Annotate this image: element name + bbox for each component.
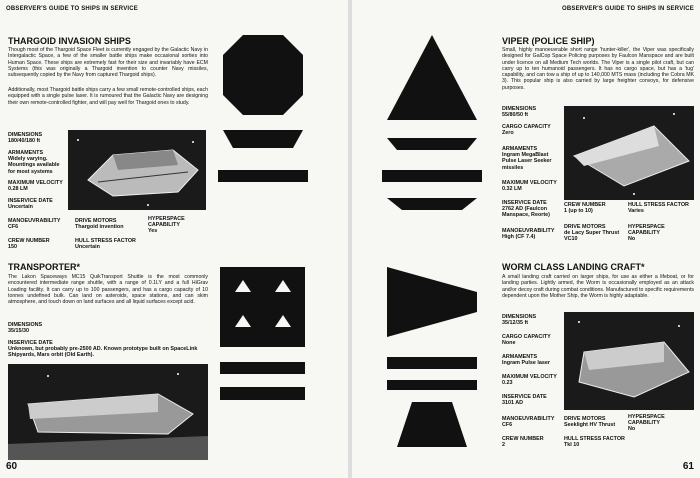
thargoid-max-velocity: MAXIMUM VELOCITY 0.28 LM [8,180,63,193]
viper-title: VIPER (POLICE SHIP) [502,36,595,46]
thargoid-hull: HULL STRESS FACTOR Uncertain [75,238,136,251]
page-header: OBSERVER'S GUIDE TO SHIPS IN SERVICE [562,6,694,12]
worm-silhouettes [382,262,482,452]
worm-manoeuvrability: MANOEUVRABILITY CF6 [502,416,555,429]
thargoid-crew: CREW NUMBER 150 [8,238,50,251]
thargoid-hyperspace: HYPERSPACE CAPABILITY Yes [148,216,185,235]
viper-hull: HULL STRESS FACTOR Varies [628,202,689,215]
worm-cargo: CARGO CAPACITY None [502,334,551,347]
worm-illustration [564,312,694,410]
worm-armaments: ARMAMENTS Ingram Pulse laser [502,354,550,367]
transporter-para1: The Lakon Spaceways MC15 QuikTransport Shuttle is the most commonly encountered intermediate range shuttle, with a range of 0.1LY and a full HiGrav Loading facility. It can carry up to 100 passengers, and has a cargo capacity of 10 tonnes undefined bulk. Can land on asteroids, space stations, and can skim atmosphere, and touch down on land surfaces and all liquid surfaces except acid. [8,274,208,306]
thargoid-title: THARGOID INVASION SHIPS [8,36,131,46]
viper-drive: DRIVE MOTORS de Lacy Super Thrust VC10 [564,224,620,243]
worm-max-velocity: MAXIMUM VELOCITY 0.23 [502,374,557,387]
viper-silhouettes [382,30,482,215]
transporter-title: TRANSPORTER* [8,262,81,272]
viper-crew: CREW NUMBER 1 (up to 10) [564,202,606,215]
viper-max-velocity: MAXIMUM VELOCITY 0.32 LM [502,180,557,193]
viper-hyperspace: HYPERSPACE CAPABILITY No [628,224,665,243]
thargoid-silhouettes [218,30,308,200]
worm-crew: CREW NUMBER 2 [502,436,544,449]
worm-title: WORM CLASS LANDING CRAFT* [502,262,645,272]
viper-dimensions: DIMENSIONS 55/80/50 ft [502,106,537,119]
worm-drive: DRIVE MOTORS Seeklight HV Thrust [564,416,616,429]
thargoid-manoeuvrability: MANOEUVRABILITY CF6 [8,218,61,231]
page-header: OBSERVER'S GUIDE TO SHIPS IN SERVICE [6,6,138,12]
transporter-inservice: INSERVICE DATE Unknown, but probably pre-2500 AD. Known prototype built on SpaceLink Shipyards, Mars orbit (Old Earth). [8,340,198,359]
worm-dimensions: DIMENSIONS 35/12/35 ft [502,314,537,327]
page-number-right: 61 [682,461,694,472]
viper-armaments: ARMAMENTS Ingram MegaBlast Pulse Laser Seeker missiles [502,146,552,171]
thargoid-illustration [68,130,206,210]
viper-manoeuvrability: MANOEUVRABILITY High (CF 7.4) [502,228,555,241]
worm-para1: A small landing craft carried on larger ships, for use as either a lifeboat, or for landing parties. Lightly armed, the Worm is occasionally employed as an attack and/or decoy craft during combat conditions. Manufactured to specific requirements dependent upon the Mother Ship, the Worm is highly adaptable. [502,274,694,299]
transporter-illustration [8,364,208,460]
right-page [352,0,700,478]
transporter-dimensions: DIMENSIONS 35/15/30 [8,322,43,335]
thargoid-drive: DRIVE MOTORS Thargoid invention [75,218,124,231]
viper-cargo: CARGO CAPACITY Zero [502,124,551,137]
thargoid-inservice: INSERVICE DATE Uncertain [8,198,53,211]
thargoid-para2: Additionally, most Thargoid battle ships carry a few small remote-controlled ships, each equipped with a single pulse laser. It is rumoured that the Galactic Navy are designing their own remote-controlled fighter, and will pay well for Thargoid ones to study. [8,87,208,106]
worm-hull: HULL STRESS FACTOR TkI 10 [564,436,625,449]
viper-para1: Small, highly manoeuvrable short range 'hunter-killer', the Viper was specifically designed for GalCop Space Policing purposes by Faulcon Manspace and are built under licence on all Medium Tech worlds. The Viper is a single pilot craft, but can carry up to ten humanoid passengers. It has no cargo space, but has a 'tug' capability, and can tow a ship of up to 140,000 MTS mass (including the Cobra MK 3). This popular ship is also carried by large freighter convoys, for defensive purposes. [502,47,694,91]
worm-inservice: INSERVICE DATE 3101 AD [502,394,547,407]
left-page [0,0,348,478]
thargoid-armaments: ARMAMENTS Widely varying. Mountings available for most systems [8,150,60,175]
thargoid-dimensions: DIMENSIONS 180/40/180 ft [8,132,43,145]
viper-inservice: INSERVICE DATE 2762 AD (Faulcon Manspace, Reorte) [502,200,550,219]
page-number-left: 60 [6,461,18,472]
thargoid-para1: Though most of the Thargoid Space Fleet is currently engaged by the Galactic Navy in Intergalactic Space, a few of the smaller battle ships make occasional sorties into Human Space. These ships are extremely fast for their size and invariably have ECM Systems (this was originally a Thargoid invention to counter Navy missiles, subsequently copied by the Navy from captured Thargoid ships). [8,47,208,79]
viper-illustration [564,106,694,200]
transporter-silhouettes [215,262,315,452]
worm-hyperspace: HYPERSPACE CAPABILITY No [628,414,665,433]
